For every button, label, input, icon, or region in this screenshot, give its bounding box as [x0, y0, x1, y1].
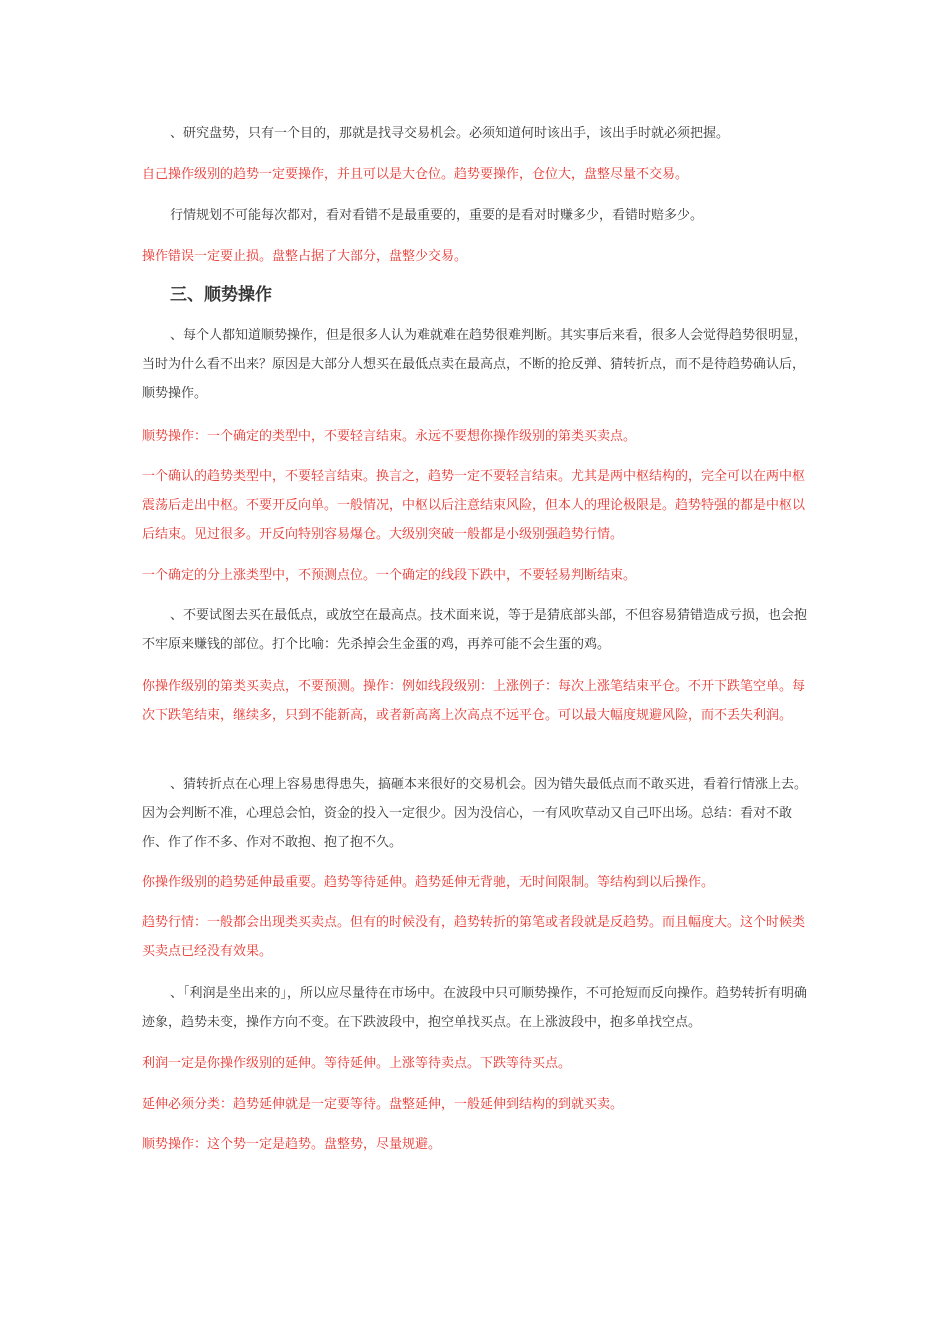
note-profit-extension: 利润一定是你操作级别的延伸。等待延伸。上涨等待卖点。下跌等待买点。: [142, 1056, 572, 1071]
note-trend-only: 顺势操作：这个势一定是趋势。盘整势，尽量规避。: [142, 1137, 442, 1152]
note-trend-following-definition: 顺势操作：一个确定的类型中，不要轻言结束。永远不要想你操作级别的第类买卖点。: [142, 429, 637, 444]
note-trend-market: 趋势行情：一般都会出现类买卖点。但有的时候没有，趋势转折的第笔或者段就是反趋势。而且幅度大。这个时候类买卖点已经没有效果。: [142, 915, 806, 959]
note-no-prediction: 一个确定的分上涨类型中，不预测点位。一个确定的线段下跌中，不要轻易判断结束。: [142, 568, 637, 583]
note-segment-example: 你操作级别的第类买卖点，不要预测。操作：例如线段级别：上涨例子：每次上涨笔结束平仓。不开下跌笔空单。每次下跌笔结束，继续多，只到不能新高，或者新高离上次高点不远平仓。可以最大幅度规避风险，而不丢失利润。: [142, 679, 806, 723]
note-trend-extension: 你操作级别的趋势延伸最重要。趋势等待延伸。趋势延伸无背驰，无时间限制。等结构到以后操作。: [142, 875, 715, 890]
section-heading: 三、顺势操作: [170, 285, 272, 305]
paragraph-profit-sitting: 、「利润是坐出来的」，所以应尽量待在市场中。在波段中只可顺势操作，不可抢短而反向操作。趋势转折有明确迹象，趋势未变，操作方向不变。在下跌波段中，抱空单找买点。在上涨波段中，抱多单找空点。: [142, 986, 808, 1030]
paragraph-trend-following: 、每个人都知道顺势操作，但是很多人认为难就难在趋势很难判断。其实事后来看，很多人会觉得趋势很明显，当时为什么看不出来？原因是大部分人想买在最低点卖在最高点，不断的抢反弹、猜转折点，而不是待趋势确认后，顺势操作。: [142, 328, 808, 401]
paragraph-guessing-turns: 、猜转折点在心理上容易患得患失，搞砸本来很好的交易机会。因为错失最低点而不敢买进，看着行情涨上去。因为会判断不准，心理总会怕，资金的投入一定很少。因为没信心，一有风吹草动又自己吓出场。总结：看对不敢作、作了作不多、作对不敢抱、抱了抱不久。: [142, 777, 808, 850]
note-confirmed-trend: 一个确认的趋势类型中，不要轻言结束。换言之，趋势一定不要轻言结束。尤其是两中枢结构的，完全可以在两中枢震荡后走出中枢。不要开反向单。一般情况，中枢以后注意结束风险，但本人的理论极限是。趋势特强的都是中枢以后结束。见过很多。开反向特别容易爆仓。大级别突破一般都是小级别强趋势行情。: [142, 469, 806, 542]
note-stop-loss: 操作错误一定要止损。盘整占据了大部分，盘整少交易。: [142, 249, 468, 264]
paragraph-market-planning: 行情规划不可能每次都对，看对看错不是最重要的，重要的是看对时赚多少，看错时赔多少。: [170, 208, 704, 223]
paragraph-study-market: 、研究盘势，只有一个目的，那就是找寻交易机会。必须知道何时该出手，该出手时就必须把握。: [170, 126, 730, 141]
paragraph-no-bottom-picking: 、不要试图去买在最低点，或放空在最高点。技术面来说，等于是猜底部头部，不但容易猜错造成亏损，也会抱不牢原来赚钱的部位。打个比喻：先杀掉会生金蛋的鸡，再养可能不会生蛋的鸡。: [142, 608, 808, 652]
note-trend-operation: 自己操作级别的趋势一定要操作，并且可以是大仓位。趋势要操作，仓位大，盘整尽量不交易。: [142, 167, 689, 182]
note-extension-classification: 延伸必须分类：趋势延伸就是一定要等待。盘整延伸，一般延伸到结构的到就买卖。: [142, 1097, 624, 1112]
